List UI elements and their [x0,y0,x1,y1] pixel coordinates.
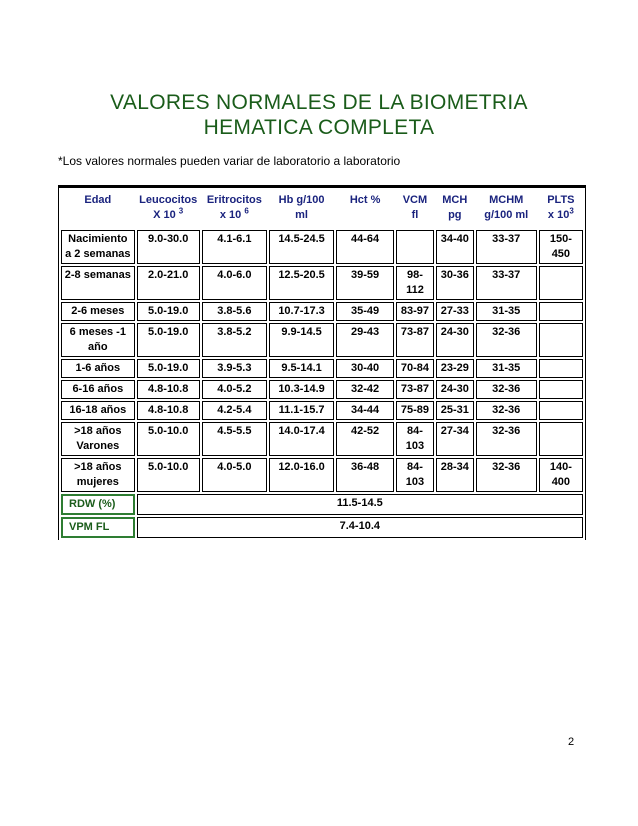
extra-value: 11.5-14.5 [137,494,583,515]
cell-hb: 10.7-17.3 [269,302,334,321]
table-row [61,380,583,399]
col-header-label: PLTS [547,194,575,206]
col-header-vcm [396,190,434,224]
cell-plts [539,422,583,456]
col-header-label: MCHM [489,194,524,206]
cell-hct: 35-49 [336,302,394,321]
cell-mchm: 32-36 [476,401,537,420]
page-number: 2 [568,736,575,748]
cell-hb: 10.3-14.9 [269,380,334,399]
table-row [61,401,583,420]
col-header-label: Leucocitos [139,194,198,206]
cell-hct: 29-43 [336,323,394,357]
col-header-mchm [476,190,537,224]
table-body [61,230,583,492]
col-header-label: Hb g/100 [278,194,325,206]
col-header-edad [61,190,135,224]
cell-hct: 34-44 [336,401,394,420]
cell-mch: 28-34 [436,458,474,492]
cell-hct: 39-59 [336,266,394,300]
cell-edad: 16-18 años [61,401,135,420]
cell-edad: >18 años mujeres [61,458,135,492]
cell-hb: 14.5-24.5 [269,230,334,264]
cell-mch: 25-31 [436,401,474,420]
cell-plts [539,401,583,420]
cell-mchm: 33-37 [476,230,537,264]
cell-leucocitos: 5.0-10.0 [137,422,200,456]
cell-hb: 14.0-17.4 [269,422,334,456]
cell-edad: 6 meses -1 año [61,323,135,357]
col-header-unit [139,208,198,223]
cell-mchm: 31-35 [476,302,537,321]
cell-plts [539,323,583,357]
extra-label: RDW (%) [61,494,135,515]
cell-mch: 27-34 [436,422,474,456]
cell-eritrocitos: 3.8-5.6 [202,302,267,321]
cell-leucocitos: 5.0-19.0 [137,323,200,357]
col-header-hb [269,190,334,224]
col-header-label: MCH [442,194,468,206]
cell-mchm: 32-36 [476,458,537,492]
col-header-unit [204,208,265,223]
col-header-mch [436,190,474,224]
cell-edad: Nacimiento a 2 semanas [61,230,135,264]
cell-eritrocitos: 4.0-5.0 [202,458,267,492]
cell-leucocitos: 4.8-10.8 [137,380,200,399]
col-header-unit [338,208,392,223]
cell-plts [539,380,583,399]
cell-hct: 30-40 [336,359,394,378]
cell-mch: 27-33 [436,302,474,321]
cell-vcm: 83-97 [396,302,434,321]
col-header-hct [336,190,394,224]
cell-plts: 150-450 [539,230,583,264]
cell-mch: 30-36 [436,266,474,300]
col-header-unit [541,208,581,223]
col-header-leucocitos [137,190,200,224]
cell-mchm: 31-35 [476,359,537,378]
col-header-unit: g/100 ml [484,209,529,221]
cell-mchm: 33-37 [476,266,537,300]
table-row [61,323,583,357]
cell-plts [539,266,583,300]
cell-eritrocitos: 3.9-5.3 [202,359,267,378]
extra-label: VPM FL [61,517,135,538]
cell-mchm: 32-36 [476,380,537,399]
table-row [61,359,583,378]
col-header-label: VCM [402,194,428,206]
col-header-label: Hct % [349,194,381,206]
cell-hb: 11.1-15.7 [269,401,334,420]
cell-edad: 6-16 años [61,380,135,399]
table-row [61,302,583,321]
cell-plts [539,302,583,321]
cell-mch: 24-30 [436,380,474,399]
cell-plts [539,359,583,378]
cell-eritrocitos: 4.0-6.0 [202,266,267,300]
cell-plts: 140-400 [539,458,583,492]
cell-vcm: 73-87 [396,323,434,357]
page-title [0,90,638,140]
cell-vcm: 84-103 [396,422,434,456]
cell-mch: 34-40 [436,230,474,264]
col-header-label: Eritrocitos [206,194,262,206]
cell-leucocitos: 5.0-19.0 [137,302,200,321]
cell-vcm: 73-87 [396,380,434,399]
table-header-row [61,190,583,224]
cell-mch: 24-30 [436,323,474,357]
cell-mchm: 32-36 [476,323,537,357]
disclaimer-note: *Los valores normales pueden variar de laboratorio a laboratorio [58,154,401,168]
cell-edad: >18 años Varones [61,422,135,456]
col-header-unit: fl [411,209,419,221]
cell-eritrocitos: 4.2-5.4 [202,401,267,420]
cell-vcm [396,230,434,264]
cell-leucocitos: 5.0-10.0 [137,458,200,492]
col-header-unit: pg [448,209,462,221]
unit-base: x 10 [219,209,242,221]
cell-edad: 2-8 semanas [61,266,135,300]
col-header-label: Edad [84,194,112,206]
unit-exponent: 3 [178,206,184,216]
unit-base: X 10 [153,209,176,221]
table-row [61,230,583,264]
cell-leucocitos: 5.0-19.0 [137,359,200,378]
cell-leucocitos: 4.8-10.8 [137,401,200,420]
col-header-unit: ml [295,209,308,221]
cell-vcm: 75-89 [396,401,434,420]
cell-hct: 36-48 [336,458,394,492]
extra-rows [61,494,583,538]
col-header-eritrocitos [202,190,267,224]
extra-row [61,494,583,515]
cell-mchm: 32-36 [476,422,537,456]
cell-vcm: 70-84 [396,359,434,378]
cell-hb: 9.9-14.5 [269,323,334,357]
header-separator [61,226,583,228]
table-row [61,266,583,300]
cell-vcm: 84-103 [396,458,434,492]
cell-vcm: 98-112 [396,266,434,300]
extra-value: 7.4-10.4 [137,517,583,538]
title-line-1: VALORES NORMALES DE LA BIOMETRIA [110,91,528,114]
cell-eritrocitos: 4.1-6.1 [202,230,267,264]
biometria-table [58,185,586,540]
unit-base: x 10 [547,209,570,221]
cell-eritrocitos: 3.8-5.2 [202,323,267,357]
cell-hb: 12.0-16.0 [269,458,334,492]
unit-exponent: 3 [569,206,574,216]
title-line-2: HEMATICA COMPLETA [203,116,435,139]
col-header-unit [63,208,133,223]
unit-exponent: 6 [244,206,249,216]
cell-leucocitos: 9.0-30.0 [137,230,200,264]
cell-hct: 44-64 [336,230,394,264]
cell-eritrocitos: 4.0-5.2 [202,380,267,399]
cell-hb: 9.5-14.1 [269,359,334,378]
table-row [61,458,583,492]
cell-hb: 12.5-20.5 [269,266,334,300]
cell-edad: 1-6 años [61,359,135,378]
cell-edad: 2-6 meses [61,302,135,321]
cell-eritrocitos: 4.5-5.5 [202,422,267,456]
col-header-plts [539,190,583,224]
table-row [61,422,583,456]
cell-mch: 23-29 [436,359,474,378]
cell-hct: 42-52 [336,422,394,456]
extra-row [61,517,583,538]
cell-hct: 32-42 [336,380,394,399]
cell-leucocitos: 2.0-21.0 [137,266,200,300]
